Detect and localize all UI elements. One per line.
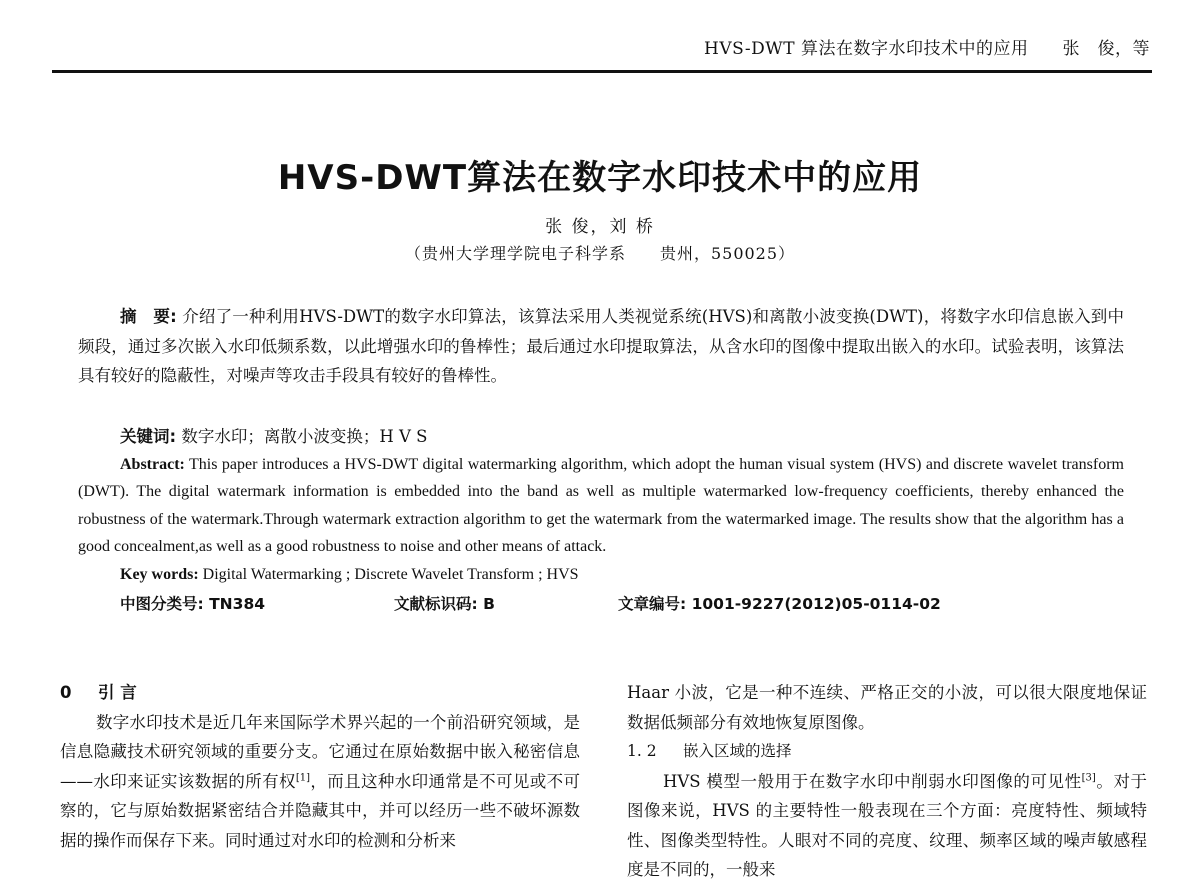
abstract-en-text: This paper introduces a HVS-DWT digital watermarking algorithm, which adopt the human visual system (HVS) and discrete wavelet transform (DWT). The digital watermark information is embedded into the band as well as multiple watermarked low-frequency coefficients, thereby enhanced the robustness of the watermark.Through watermark extraction algorithm to get the watermark from the watermarked image. The results show that the algorithm has a good concealment,as well as a good robustness to noise and other means of attack. bbox=[78, 456, 1124, 556]
clc-number bbox=[120, 592, 265, 614]
classification-line bbox=[120, 592, 1120, 618]
clc-value: TN384 bbox=[209, 595, 266, 613]
hvs-text-cont: 。对于图像来说，HVS 的主要特性一般表现在三个方面：亮度特性、频域特性、图像类型特性。人眼对不同的亮度、纹理、频率区域的噪声敏感程度是不同的，一般来 bbox=[627, 771, 1147, 879]
intro-text: 数字水印技术是近几年来国际学术界兴起的一个前沿研究领域，是信息隐藏技术研究领域的重要分支。它通过在原始数据中嵌入秘密信息——水印来证实该数据的所有权 bbox=[60, 712, 580, 791]
intro-text-cont: ，而且这种水印通常是不可见或不可察的，它与原始数据紧密结合并隐藏其中，并可以经历一些不破坏源数据的操作而保存下来。同时通过对水印的检测和分析来 bbox=[60, 771, 581, 850]
abstract-en bbox=[78, 424, 1124, 561]
article-number-value: 1001-9227(2012)05-0114-02 bbox=[691, 595, 941, 613]
intro-paragraph bbox=[60, 708, 580, 856]
abstract-cn-label: 摘 要: bbox=[120, 307, 177, 326]
abstract-en-label: Abstract: bbox=[120, 456, 185, 473]
right-column bbox=[627, 678, 1147, 885]
section-title: 引 言 bbox=[98, 683, 137, 702]
abstract-cn bbox=[78, 302, 1124, 391]
subsection-number: 1. 2 bbox=[627, 742, 657, 760]
subsection-heading-embedding-region bbox=[627, 737, 1147, 767]
keywords-cn-label: 关键词: bbox=[120, 427, 177, 446]
keywords-en-label: Key words: bbox=[120, 566, 199, 583]
keywords-en bbox=[120, 562, 1120, 588]
article-number-label: 文章编号: bbox=[618, 595, 687, 613]
running-head-authors: 张 俊，等 bbox=[1062, 39, 1150, 59]
clc-label: 中图分类号: bbox=[120, 595, 204, 613]
article-number bbox=[618, 592, 941, 614]
left-column bbox=[60, 678, 580, 855]
citation-ref: [1] bbox=[295, 772, 311, 783]
keywords-cn-text: 数字水印；离散小波变换；H V S bbox=[181, 427, 428, 446]
citation-ref: [3] bbox=[1081, 772, 1096, 783]
running-head-title: HVS-DWT 算法在数字水印技术中的应用 bbox=[704, 39, 1029, 59]
subsection-title: 嵌入区域的选择 bbox=[683, 742, 792, 760]
section-heading-introduction bbox=[60, 678, 580, 708]
paper-affiliation: （贵州大学理学院电子科学系 贵州，550025） bbox=[404, 244, 796, 263]
document-code-label: 文献标识码: bbox=[394, 595, 478, 613]
keywords-en-text: Digital Watermarking ; Discrete Wavelet Transform ; HVS bbox=[202, 566, 579, 583]
paper-title: HVS-DWT算法在数字水印技术中的应用 bbox=[277, 158, 923, 198]
hvs-paragraph bbox=[627, 767, 1147, 885]
hvs-text: HVS 模型一般用于在数字水印中削弱水印图像的可见性 bbox=[663, 771, 1082, 791]
paper-authors: 张 俊，刘 桥 bbox=[545, 217, 655, 237]
document-code bbox=[394, 592, 495, 614]
running-head bbox=[630, 34, 1150, 59]
section-number: 0 bbox=[60, 683, 72, 702]
abstract-cn-text: 介绍了一种利用HVS-DWT的数字水印算法，该算法采用人类视觉系统(HVS)和离散小波变换(DWT)，将数字水印信息嵌入到中频段，通过多次嵌入水印低频系数，以此增强水印的鲁棒性；最后通过水印提取算法，从含水印的图像中提取出嵌入的水印。试验表明，该算法具有较好的隐蔽性，对噪声等攻击手段具有较好的鲁棒性。 bbox=[78, 307, 1124, 385]
haar-paragraph: Haar 小波，它是一种不连续、严格正交的小波，可以很大限度地保证数据低频部分有效地恢复原图像。 bbox=[627, 683, 1147, 732]
document-code-value: B bbox=[483, 595, 495, 613]
header-rule bbox=[52, 70, 1152, 73]
